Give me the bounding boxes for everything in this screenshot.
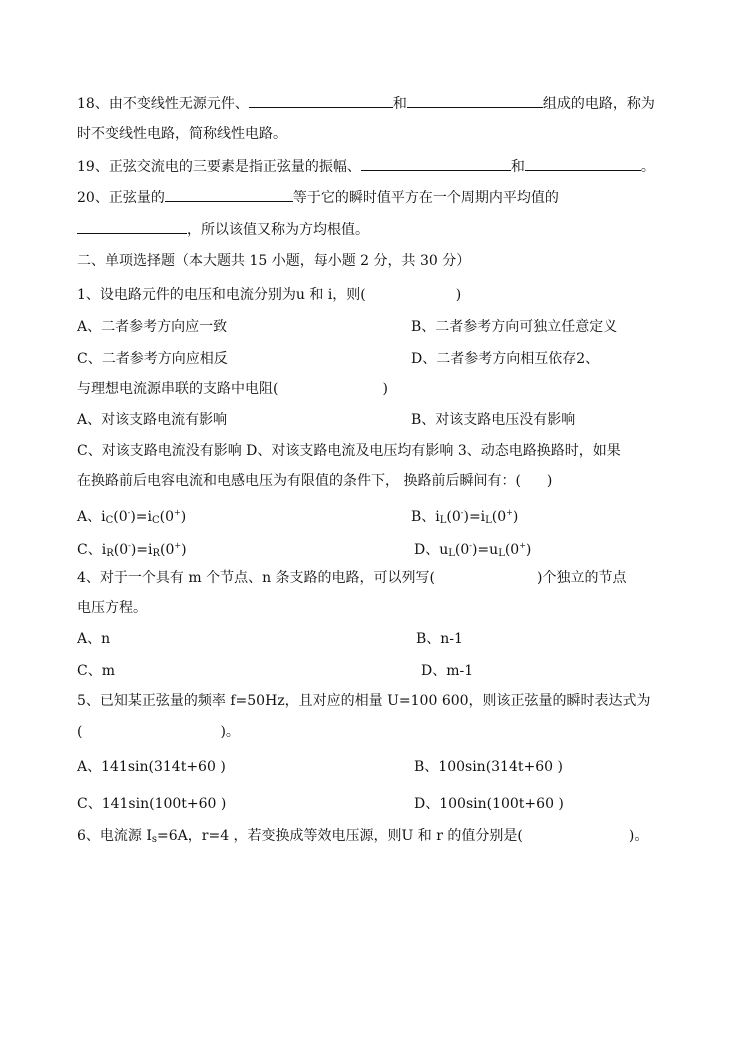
choice5-option-d: D、100sin(100t+60 ) <box>414 796 564 812</box>
choice2-option-a: A、对该支路电流有影响 <box>77 412 228 428</box>
choice4-stem-cont: 电压方程。 <box>77 600 147 616</box>
choice4-stem: 4、对于一个具有 m 个节点、n 条支路的电路，可以列写( )个独立的节点 <box>77 570 627 586</box>
q19-blank-2[interactable] <box>525 156 641 171</box>
choice4-option-d: D、m-1 <box>421 663 474 679</box>
choice1-stem: 1、设电路元件的电压和电流分别为u 和 i，则( ) <box>77 287 462 303</box>
q19-blank-1[interactable] <box>361 156 511 171</box>
q18-line1: 18、由不变线性无源元件、 和 组成的电路，称为 <box>77 93 655 113</box>
choice3-stem: 在换路前后电容电流和电感电压为有限值的条件下， 换路前后瞬间有：( ) <box>77 473 553 489</box>
section-title: 二、单项选择题（本大题共 15 小题，每小题 2 分，共 30 分） <box>77 253 471 269</box>
choice6-stem: 6、电流源 $I_s=6A$，r=4 ，若变换成等效电压源，则U 和 r 的值分别是( )。 <box>77 828 649 845</box>
q18-blank-1[interactable] <box>249 93 393 108</box>
q20-blank-2[interactable] <box>77 219 187 234</box>
choice1-option-b: B、二者参考方向可独立任意定义 <box>411 319 618 335</box>
choice3-option-d: D、$u_L(0^-)=u_L(0^+)$ <box>414 541 532 559</box>
choice1-option-a: A、二者参考方向应一致 <box>77 319 228 335</box>
choice2-stem: 与理想电流源串联的支路中电阻( ) <box>77 381 388 397</box>
q19-line: 19、正弦交流电的三要素是指正弦量的振幅、 和 。 <box>77 156 655 176</box>
choice3-option-a: A、$i_C(0^-)=i_C(0^+)$ <box>77 508 187 526</box>
choice3-option-b: B、$i_L(0^-)=i_L(0^+)$ <box>411 508 519 526</box>
choice5-option-b: B、100sin(314t+60 ) <box>414 759 563 775</box>
q20-blank-1[interactable] <box>165 187 293 202</box>
choice2-options-cd: C、对该支路电流没有影响 D、对该支路电流及电压均有影响 3、动态电路换路时，如果 <box>77 443 621 459</box>
choice4-option-c: C、m <box>77 663 115 679</box>
choice4-option-b: B、n-1 <box>416 631 463 647</box>
choice1-option-d: D、二者参考方向相互依存2、 <box>411 351 600 367</box>
choice5-option-a: A、141sin(314t+60 ) <box>77 759 226 775</box>
choice4-option-a: A、n <box>77 631 111 647</box>
q20-line2: ，所以该值又称为方均根值。 <box>77 219 369 239</box>
choice5-stem: 5、已知某正弦量的频率 f=50Hz，且对应的相量 U=100 600，则该正弦量的瞬时表达式为 <box>77 693 651 709</box>
q18-line2: 时不变线性电路，简称线性电路。 <box>77 126 287 142</box>
choice3-option-c: C、$i_R(0^-)=i_R(0^+)$ <box>77 541 187 559</box>
choice5-option-c: C、141sin(100t+60 ) <box>77 796 227 812</box>
choice1-option-c: C、二者参考方向应相反 <box>77 351 228 367</box>
q18-blank-2[interactable] <box>407 93 543 108</box>
choice2-option-b: B、对该支路电压没有影响 <box>411 412 576 428</box>
choice5-answer-line: ( )。 <box>77 724 240 740</box>
q20-line1: 20、正弦量的 等于它的瞬时值平方在一个周期内平均值的 <box>77 187 559 207</box>
